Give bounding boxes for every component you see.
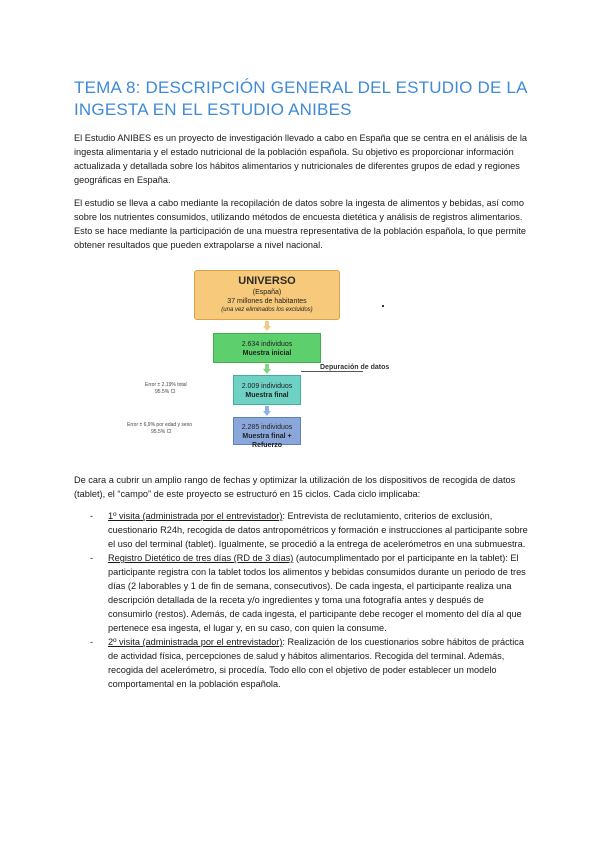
list-item [90,635,530,691]
final-error-note [145,382,225,396]
reinforced-error-2: 95.5% CI [151,429,172,435]
down-arrow-icon [263,406,271,416]
universe-box [194,270,340,320]
list-item-text: : Realización de los cuestionarios sobre hábitos de práctica de actividad física, percepciones de salud y hábitos alimentarios. Recogida del terminal. Además, recogida del acelerómetro, si procedía. Todo ello con el objetivo de poder establecer un modelo comportamental en la población española. [108,637,524,689]
bullet-dash: - [90,553,94,563]
list-item-text: : Entrevista de reclutamiento, criterios de exclusión, cuestionario R24h, recogida de datos antropométricos y formación e instrucciones al participante sobre el uso del terminal (tablet). Igualmente, se procedió a la entrega de acelerómetros en una submuestra. [108,511,528,549]
universe-note: (una vez eliminados los excluidos) [221,307,313,313]
cycle-steps-list [90,509,530,691]
initial-label: Muestra inicial [242,350,292,357]
list-item-heading: Registro Dietético de tres días (RD de 3 días) [108,553,294,563]
reinforced-error-1: Error ± 6,9% por edad y sexo [127,422,192,428]
list-item-heading: 1º visita (administrada por el entrevistador) [108,511,283,521]
sample-flow-diagram [127,268,460,449]
reinforced-sample-box [233,417,301,449]
list-item-heading: 2º visita (administrada por el entrevistador) [108,637,283,647]
initial-sample-box [213,333,321,363]
down-arrow-icon [263,364,271,374]
initial-count: 2.634 individuos [241,341,293,348]
final-error-2: 95.5% CI [155,389,176,395]
data-cleaning-label: Depuración de datos [320,364,390,371]
universe-title: UNIVERSO [238,275,296,287]
final-label: Muestra final [245,392,289,399]
bullet-dash: - [90,637,94,647]
final-sample-box [233,375,301,405]
final-count: 2.009 individuos [241,383,293,390]
universe-country: (España) [252,289,282,296]
method-paragraph: El estudio se lleva a cabo mediante la recopilación de datos sobre la ingesta de alimentos y bebidas, así como sobre los nutrientes consumidos, utilizando métodos de encuesta dietética y análisis de registros alimentarios. Esto se hace mediante la participación de una muestra representativa de la población española, lo que permite obtener resultados que pueden extrapolarse a nivel nacional. [74,198,526,250]
universe-population: 37 millones de habitantes [227,298,307,305]
bullet-dash: - [90,511,94,521]
intro-paragraph: El Estudio ANIBES es un proyecto de investigación llevado a cabo en España que se centra en el análisis de la ingesta alimentaria y el estado nutricional de la población española. Su objetivo es proporcionar información actualizada y detallada sobre los hábitos alimentarios y nutricionales de diferentes grupos de edad y regiones geográficas en España. [74,133,528,185]
reinforced-label: Muestra final + Refuerzo [242,433,292,449]
cycles-paragraph: De cara a cubrir un amplio rango de fechas y optimizar la utilización de los dispositivos de recogida de datos (tablet), el “campo” de este proyecto se estructuró en 15 ciclos. Cada ciclo implicaba: [74,475,516,499]
reinforced-count: 2.285 individuos [241,424,293,431]
list-item [90,551,530,635]
data-cleaning-line [301,371,363,372]
list-item [90,509,530,551]
final-error-1: Error ± 2,19% total [145,382,187,388]
down-arrow-icon [263,321,271,331]
reinforced-error-note [127,422,227,436]
page-title: TEMA 8: DESCRIPCIÓN GENERAL DEL ESTUDIO DE LA INGESTA EN EL ESTUDIO ANIBES [74,78,527,119]
list-item-text: (autocumplimentado por el participante en la tablet): El participante registra con la tablet todos los alimentos y bebidas consumidos durante un periodo de tres días (2 laborables y 1 de fin de semana, consecutivos). De cada ingesta, el participante realiza una descripción detallada de la receta y/o ingredientes y toma una fotografía antes y después de consumirlo (restos). Además, de cada ingesta, el participante debe recoger el momento del día al que pertenece esa ingesta, el lugar y, en su caso, con quien la consume. [108,553,526,633]
stray-mark [382,305,384,307]
